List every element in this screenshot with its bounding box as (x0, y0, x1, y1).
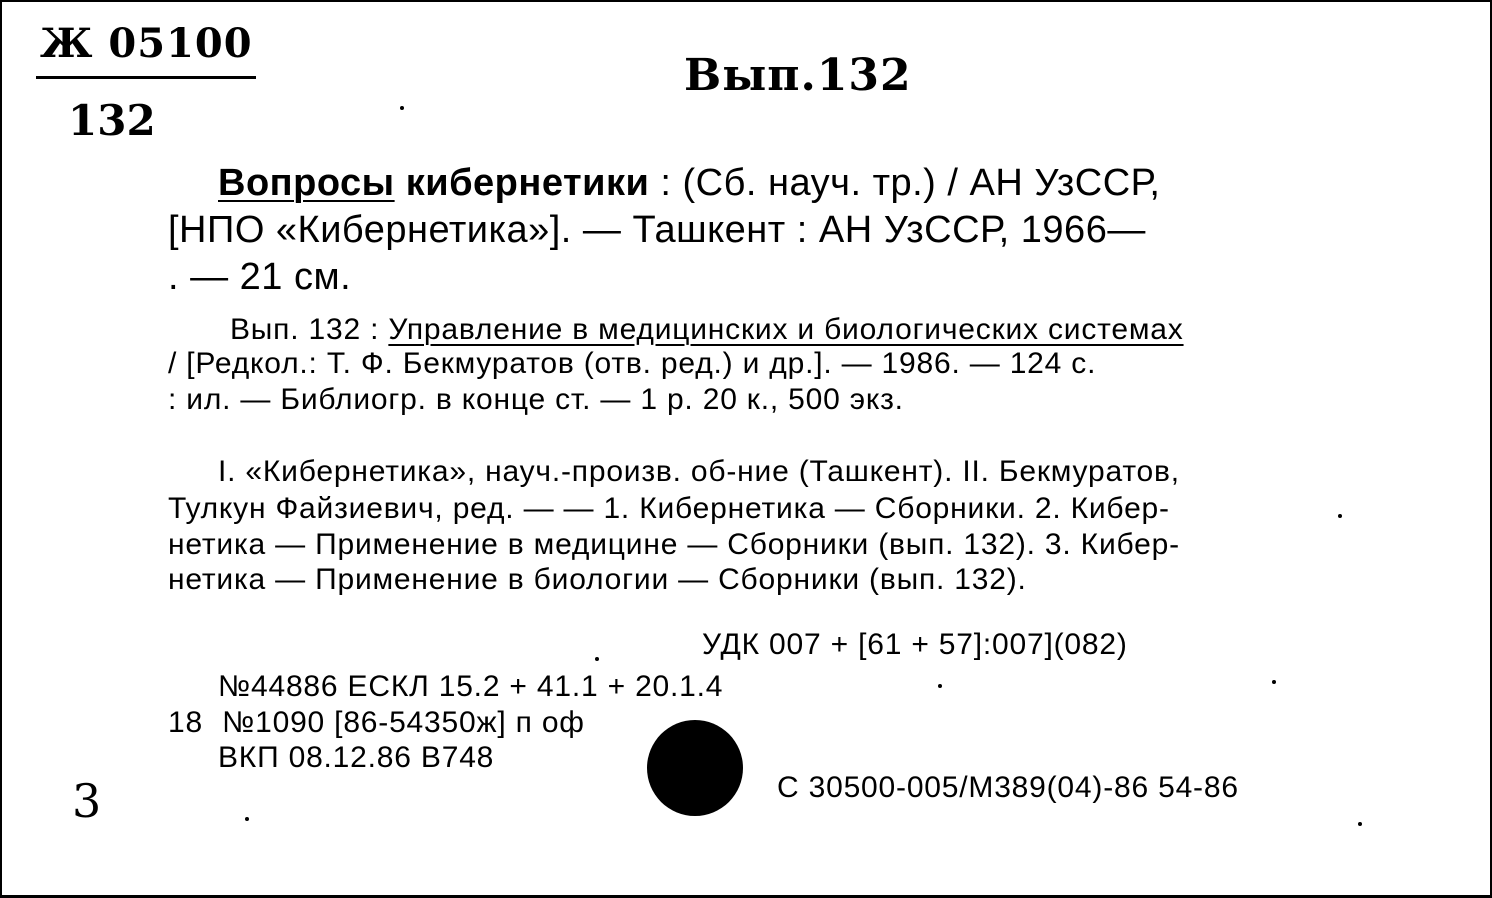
code-line-1: №44886 ЕСКЛ 15.2 + 41.1 + 20.1.4 (218, 670, 724, 703)
code-line-2-number: 18 (168, 706, 203, 739)
code-line-2-text: №1090 [86-54350ж] п оф (222, 706, 585, 739)
volume-line-2: / [Редкол.: Т. Ф. Бекмуратов (отв. ред.) и др.]. — 1986. — 124 с. (168, 347, 1097, 380)
card-header: Вып.132 (684, 50, 912, 101)
speck (938, 684, 942, 688)
volume-mark: 132 (68, 96, 156, 145)
index-code: С 30500-005/М389(04)-86 54-86 (777, 771, 1239, 804)
volume-title: Управление в медицинских и биологических системах (388, 313, 1184, 346)
code-line-3: ВКП 08.12.86 В748 (218, 741, 495, 774)
handwritten-mark: 3 (72, 774, 102, 828)
ink-blot (647, 720, 743, 816)
title-main: Вопросы (218, 162, 395, 204)
volume-line-3: : ил. — Библиогр. в конце ст. — 1 р. 20 к., 500 экз. (168, 383, 904, 416)
speck (1272, 680, 1276, 684)
shelf-mark-underline (36, 76, 256, 79)
tracing-line-4: нетика — Применение в биологии — Сборники (вып. 132). (168, 563, 1027, 596)
title-line-1 (218, 158, 1160, 208)
title-line-2: [НПО «Кибернетика»]. — Ташкент : АН УзССР, 1966— (168, 209, 1146, 251)
udc-code: УДК 007 + [61 + 57]:007](082) (702, 628, 1128, 661)
speck (245, 817, 249, 821)
title-info: : (Сб. науч. тр.) / АН УзССР, (649, 162, 1161, 204)
speck (595, 657, 599, 661)
tracing-line-3: нетика — Применение в медицине — Сборники (вып. 132). 3. Кибер- (168, 528, 1180, 561)
volume-prefix: Вып. 132 : (230, 313, 389, 346)
title-rest: кибернетики (405, 162, 650, 204)
speck (1358, 822, 1362, 826)
code-line-2 (168, 705, 585, 741)
speck (1338, 514, 1342, 518)
title-line-3: . — 21 см. (168, 256, 352, 298)
shelf-mark: Ж 05100 (40, 20, 253, 67)
tracing-line-2: Тулкун Файзиевич, ред. — — 1. Кибернетика — Сборники. 2. Кибер- (168, 492, 1170, 525)
volume-line-1 (230, 312, 1184, 348)
tracing-line-1: I. «Кибернетика», науч.-произв. об-ние (Ташкент). II. Бекмуратов, (218, 455, 1180, 488)
speck (400, 106, 404, 110)
